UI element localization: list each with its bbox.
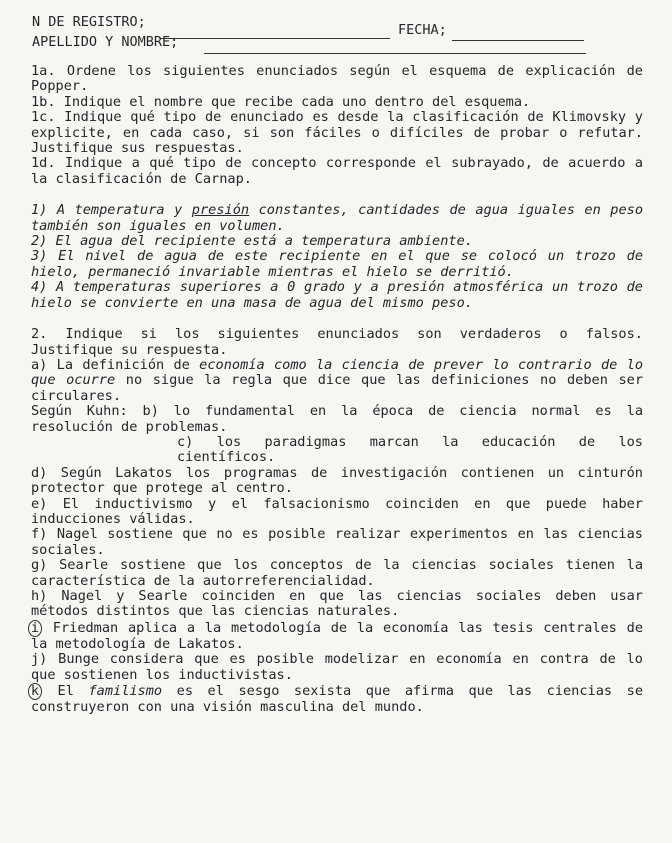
- statement-4: 4) A temperaturas superiores a 0 grado y a presión atmosférica un trozo de hielo se convierte en una masa de agua del mismo peso.: [31, 279, 643, 311]
- item-i-text: Friedman aplica a la metodología de la economía las tesis centrales de la metodología de Lakatos.: [31, 619, 643, 652]
- underlined-concept: presión: [191, 202, 250, 219]
- item-a-definition: economía como la ciencia de prever lo contrario de lo que ocurre: [31, 356, 644, 389]
- item-a-start: a) La definición de: [31, 356, 200, 373]
- statement-1-start: 1) A temperatura y: [31, 202, 192, 219]
- instruction-1d: 1d. Indique a qué tipo de concepto corresponde el subrayado, de acuerdo a la clasificación de Carnap.: [31, 155, 643, 187]
- item-k-term: familismo: [88, 683, 163, 700]
- item-j: j) Bunge considera que es posible modelizar en economía en contra de lo que sostienen los inductivistas.: [31, 651, 643, 683]
- instruction-1a: 1a. Ordene los siguientes enunciados según el esquema de explicación de Popper.: [31, 63, 643, 95]
- item-d: d) Según Lakatos los programas de investigación contienen un cinturón protector que protege al centro.: [31, 464, 643, 497]
- item-h: h) Nagel y Searle coinciden en que las ciencias sociales deben usar métodos distintos que las ciencias naturales.: [31, 588, 643, 620]
- item-a-end: no sigue la regla que dice que las definiciones no deben ser circulares.: [31, 372, 644, 404]
- fecha-label: FECHA;: [398, 22, 447, 38]
- circled-letter-k: k: [28, 683, 42, 700]
- item-g: g) Searle sostiene que los conceptos de la ciencias sociales tienen la característica de la autorreferencialidad.: [31, 557, 643, 589]
- item-b: Según Kuhn: b) lo fundamental en la época de ciencia normal es la resolución de problemas.: [31, 403, 643, 435]
- item-f: f) Nagel sostiene que no es posible realizar experimentos en las ciencias sociales.: [31, 526, 643, 558]
- item-i: [31, 620, 643, 652]
- question-2-intro: 2. Indique si los siguientes enunciados son verdaderos o falsos. Justifique su respuesta.: [31, 326, 643, 358]
- statement-3: 3) El nivel de agua de este recipiente en el que se colocó un trozo de hielo, permaneció invariable mientras el hielo se derritió.: [31, 248, 643, 280]
- statement-1: [31, 203, 643, 234]
- item-c: c) los paradigmas marcan la educación de los científicos.: [177, 433, 643, 466]
- fecha-line: [452, 40, 584, 41]
- apellido-line: [204, 53, 586, 54]
- instruction-1c: 1c. Indique qué tipo de enunciado es desde la clasificación de Klimovsky y explicite, en cada caso, si son fáciles o difíciles de probar o refutar. Justifique sus respuestas.: [31, 109, 643, 157]
- instruction-1b: 1b. Indique el nombre que recibe cada uno dentro del esquema.: [31, 93, 531, 110]
- statement-2: 2) El agua del recipiente está a temperatura ambiente.: [31, 233, 473, 250]
- item-a: [31, 358, 643, 404]
- exam-body: [31, 64, 643, 715]
- statement-1-end: constantes, cantidades de agua iguales en peso también son iguales en volumen.: [31, 202, 644, 234]
- circled-letter-i: i: [28, 620, 42, 637]
- apellido-label: APELLIDO Y NOMBRE;: [32, 34, 179, 50]
- item-k: [31, 683, 643, 715]
- item-k-end: es el sesgo sexista que afirma que las ciencias se construyeron con una visión masculina del mundo.: [31, 683, 644, 716]
- item-k-start: El: [57, 683, 89, 700]
- registro-line: [160, 38, 390, 39]
- item-e: e) El inductivismo y el falsacionismo coinciden en que puede haber inducciones válidas.: [31, 495, 643, 527]
- registro-label: N DE REGISTRO;: [32, 14, 146, 30]
